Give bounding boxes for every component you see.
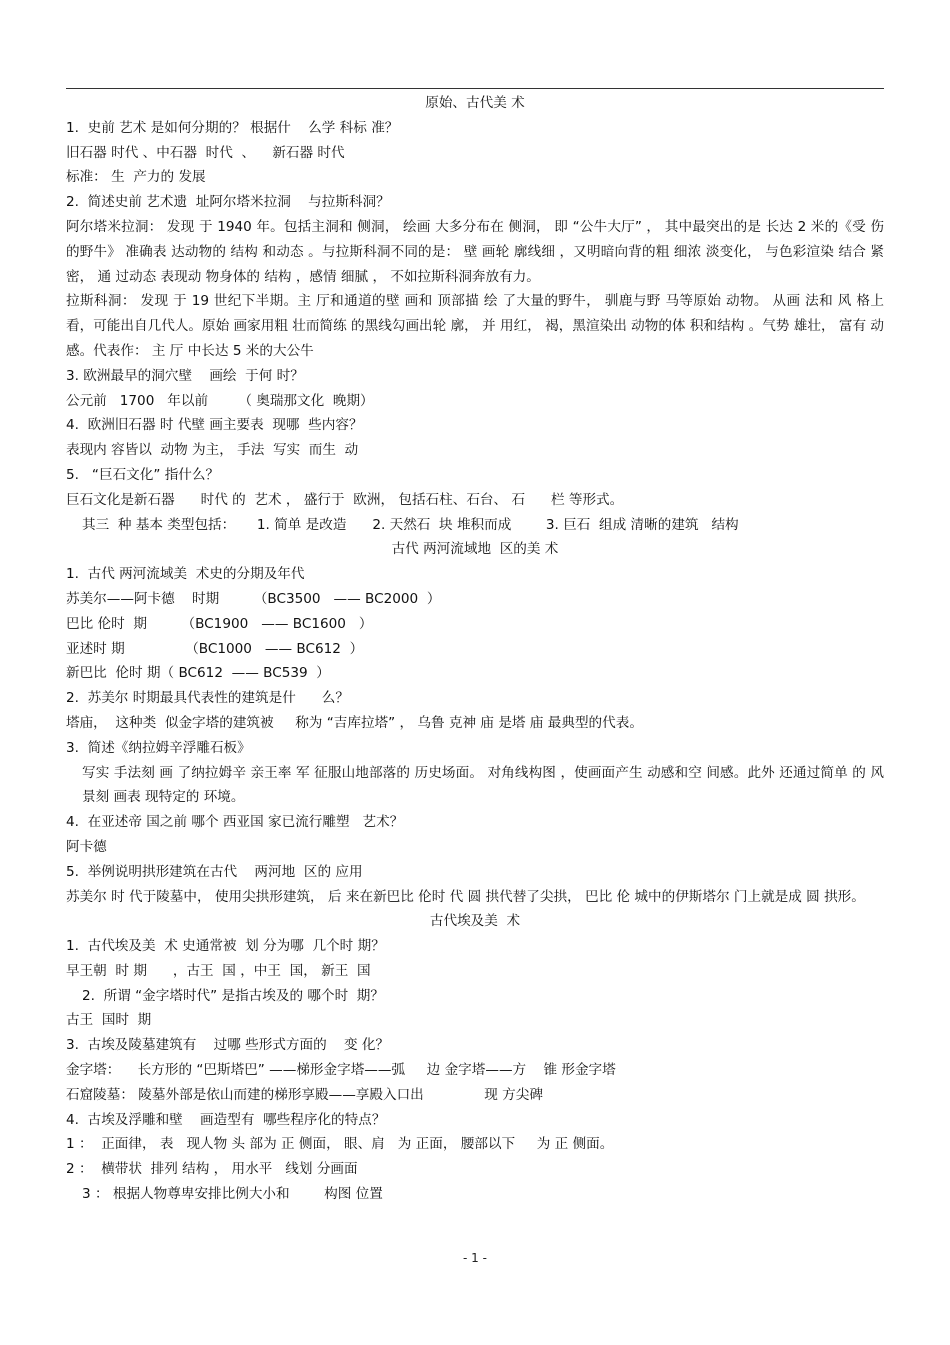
question-5: 5. 举例说明拱形建筑在古代 两河地 区的 应用 bbox=[66, 863, 363, 880]
period-row: 新巴比 伦时 期（ BC612 —— BC539 ） bbox=[66, 665, 330, 682]
question-4: 4. 古埃及浮雕和壁 画造型有 哪些程序化的特点？ bbox=[66, 1111, 386, 1128]
question-1: 1. 古代埃及美 术 史通常被 划 分为哪 几个时 期？ bbox=[66, 938, 385, 955]
answer-4: 表现内 容皆以 动物 为主， 手法 写实 而生 动 bbox=[66, 442, 359, 459]
period-row: 亚述时 期 （BC1000 —— BC612 ） bbox=[66, 640, 364, 657]
section-heading-primitive-ancient-art: 原始、古代美 术 bbox=[425, 95, 525, 111]
answer-5-definition: 巨石文化是新石器 时代 的 艺术 ， 盛行于 欧洲， 包括石柱、石台、 石 栏 等形式。 bbox=[66, 491, 624, 508]
question-4: 4. 在亚述帝 国之前 哪个 西亚国 家已流行雕塑 艺术？ bbox=[66, 814, 404, 831]
answer-3: 写实 手法刻 画 了纳拉姆辛 亲王率 军 征服山地部落的 历史场面。 对角线构图 ，使画面产生 动感和空 间感。此外 还通过简单 的 风景刻 画表 现特定的 环境。 bbox=[82, 764, 884, 806]
paragraph-lascaux: 拉斯科洞： 发现 于 19 世纪下半期。主 厅和通道的壁 画和 顶部描 绘 了大量的野牛， 驯鹿与野 马等原始 动物。 从画 法和 风 格上看，可能出自几代人。原始 画家用粗 壮而简练 的黑线勾画出轮 廓， 并 用红， 褐，黑渲染出 动物的体 积和结构 。气势 雄壮， 富有 动感。代表作： 主 厅 中长达 5 米的大公牛 bbox=[66, 293, 884, 359]
question-4: 4. 欧洲旧石器 时 代壁 画主要表 现哪 些内容？ bbox=[66, 417, 363, 434]
question-1: 1. 古代 两河流域美 术史的分期及年代 bbox=[66, 566, 305, 583]
answer-2: 塔庙， 这种类 似金字塔的建筑被 称为 “吉库拉塔” ， 乌鲁 克神 庙 是塔 庙 最典型的代表。 bbox=[66, 714, 643, 731]
question-2: 2. 简述史前 艺术遗 址阿尔塔米拉洞 与拉斯科洞？ bbox=[66, 194, 390, 211]
question-3: 3. 古埃及陵墓建筑有 过哪 些形式方面的 变 化？ bbox=[66, 1037, 390, 1054]
answer-4-point-1: 1 ： 正面律， 表 现人物 头 部为 正 侧面， 眼、肩 为 正面， 腰部以下 为 正 侧面。 bbox=[66, 1136, 614, 1153]
answer-4-point-3: 3 ： 根据人物尊卑安排比例大小和 构图 位置 bbox=[82, 1186, 383, 1203]
answer-1-periods: 旧石器 时代 、中石器 时代 、 新石器 时代 bbox=[66, 144, 345, 161]
section-heading-ancient-egypt: 古代埃及美 术 bbox=[429, 913, 521, 930]
question-1: 1. 史前 艺术 是如何分期的？ 根据什 么学 科标 准？ bbox=[66, 119, 399, 136]
paragraph-altamira: 阿尔塔米拉洞： 发现 于 1940 年。包括主洞和 侧洞， 绘画 大多分布在 侧洞， 即 “公牛大厅” ， 其中最突出的是 长达 2 米的《受 伤的野牛》 准确表 达动物的 结构 和动态 。与拉斯科洞不同的是： 壁 画轮 廓线细 ，又明暗向背的粗 细浓 淡变化， 与色彩渲染 结合 紧密， 通 过动态 表现动 物身体的 结构 ，感情 细腻 ， 不如拉斯科洞奔放有力。 bbox=[66, 218, 884, 285]
answer-5: 苏美尔 时 代于陵墓中， 使用尖拱形建筑， 后 来在新巴比 伦时 代 圆 拱代替了尖拱， 巴比 伦 城中的伊斯塔尔 门上就是成 圆 拱形。 bbox=[66, 888, 865, 905]
answer-3: 公元前 1700 年以前 （ 奥瑞那文化 晚期） bbox=[66, 392, 374, 409]
answer-5-types: 其三 种 基本 类型包括： 1. 简单 是改造 2. 天然石 块 堆积而成 3. 巨石 组成 清晰的建筑 结构 bbox=[82, 516, 739, 533]
answer-4: 阿卡德 bbox=[66, 838, 107, 855]
section-heading-mesopotamia: 古代 两河流域地 区的美 术 bbox=[391, 541, 559, 558]
question-2: 2. 所谓 “金字塔时代” 是指古埃及的 哪个时 期？ bbox=[82, 987, 384, 1004]
period-row: 巴比 伦时 期 （BC1900 —— BC1600 ） bbox=[66, 615, 373, 632]
answer-3-rock-tombs: 石窟陵墓： 陵墓外部是依山而建的梯形享殿——享殿入口出 现 方尖碑 bbox=[66, 1086, 543, 1103]
answer-1-standard: 标准： 生 产力的 发展 bbox=[66, 169, 206, 186]
header-rule bbox=[66, 88, 884, 89]
answer-2: 古王 国时 期 bbox=[66, 1012, 152, 1029]
question-2: 2. 苏美尔 时期最具代表性的建筑是什 么？ bbox=[66, 690, 349, 707]
question-3: 3. 简述《纳拉姆辛浮雕石板》 bbox=[66, 739, 251, 756]
question-3: 3. 欧洲最早的洞穴壁 画绘 于何 时？ bbox=[66, 367, 304, 384]
page-number: - 1 - bbox=[463, 1251, 487, 1265]
question-5: 5. “巨石文化” 指什么？ bbox=[66, 466, 220, 483]
answer-3-pyramids: 金字塔： 长方形的 “巴斯塔巴” ——梯形金字塔——弧 边 金字塔——方 锥 形金字塔 bbox=[66, 1062, 616, 1079]
period-row: 苏美尔——阿卡德 时期 （BC3500 —— BC2000 ） bbox=[66, 590, 441, 607]
answer-4-point-2: 2 ： 横带状 排列 结构 ， 用水平 线划 分画面 bbox=[66, 1161, 358, 1178]
answer-1: 早王朝 时 期 ，古王 国 ，中王 国， 新王 国 bbox=[66, 962, 371, 979]
document-page bbox=[66, 91, 884, 1207]
